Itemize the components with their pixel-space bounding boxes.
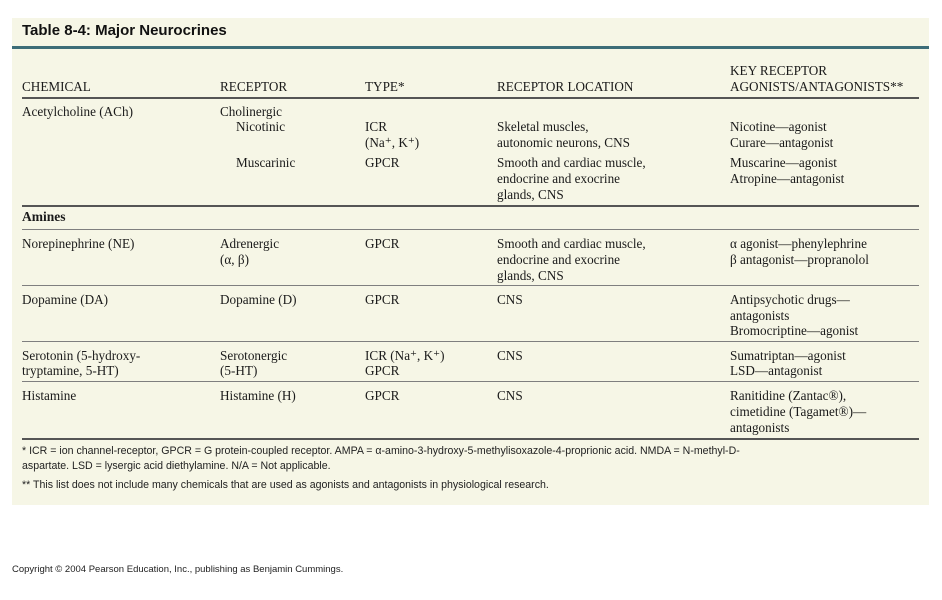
header-receptor: RECEPTOR (220, 79, 288, 94)
ne-agonist: α agonist—phenylephrine (730, 236, 867, 251)
da-agonist-line3: Bromocriptine—agonist (730, 323, 859, 338)
ne-receptor-line1: Adrenergic (220, 236, 280, 251)
row-rule (22, 285, 919, 286)
nicotinic-agonist: Nicotine—agonist (730, 119, 827, 134)
ne-location-line2: endocrine and exocrine (497, 252, 621, 267)
ht-antagonist: LSD—antagonist (730, 363, 823, 378)
ne-antagonist: β antagonist—propranolol (730, 252, 869, 267)
footnote-2: ** This list does not include many chemicals that are used as agonists and antagonists in physiological research. (22, 479, 549, 491)
ne-type: GPCR (365, 236, 400, 251)
ht-type-line1: ICR (Na⁺, K⁺) (365, 348, 445, 363)
muscarinic-receptor: Muscarinic (236, 155, 296, 170)
ht-chemical-line2: tryptamine, 5-HT) (22, 363, 119, 378)
nicotinic-antagonist: Curare—antagonist (730, 135, 834, 150)
header-location: RECEPTOR LOCATION (497, 79, 634, 94)
ht-chemical-line1: Serotonin (5-hydroxy- (22, 348, 141, 363)
ht-agonist: Sumatriptan—agonist (730, 348, 846, 363)
table-panel (12, 18, 929, 505)
row-rule (22, 381, 919, 382)
title-bar (12, 18, 929, 44)
da-agonist-line1: Antipsychotic drugs— (730, 292, 850, 307)
da-receptor: Dopamine (D) (220, 292, 297, 307)
nicotinic-type-line1: ICR (365, 119, 387, 134)
copyright-notice: Copyright © 2004 Pearson Education, Inc., publishing as Benjamin Cummings. (12, 564, 344, 575)
muscarinic-location-line3: glands, CNS (497, 187, 564, 202)
header-agonists-line1: KEY RECEPTOR (730, 63, 828, 78)
his-type: GPCR (365, 388, 400, 403)
row-rule (22, 205, 919, 207)
muscarinic-type: GPCR (365, 155, 400, 170)
header-chemical: CHEMICAL (22, 79, 91, 94)
ht-receptor-line1: Serotonergic (220, 348, 288, 363)
section-amines: Amines (22, 209, 66, 224)
nicotinic-location-line2: autonomic neurons, CNS (497, 135, 630, 150)
his-agonist-line3: antagonists (730, 420, 790, 435)
row-rule (22, 341, 919, 342)
ne-location-line3: glands, CNS (497, 268, 564, 283)
header-rule (22, 97, 919, 99)
da-location: CNS (497, 292, 523, 307)
header-type: TYPE* (365, 79, 405, 94)
his-agonist-line1: Ranitidine (Zantac®), (730, 388, 847, 403)
his-chemical: Histamine (22, 388, 77, 403)
his-agonist-line2: cimetidine (Tagamet®)— (730, 404, 867, 419)
row-rule (22, 229, 919, 230)
ach-chemical: Acetylcholine (ACh) (22, 104, 133, 119)
ht-location: CNS (497, 348, 523, 363)
muscarinic-location-line2: endocrine and exocrine (497, 171, 621, 186)
da-chemical: Dopamine (DA) (22, 292, 109, 307)
da-agonist-line2: antagonists (730, 308, 790, 323)
muscarinic-location-line1: Smooth and cardiac muscle, (497, 155, 646, 170)
ne-chemical: Norepinephrine (NE) (22, 236, 135, 251)
muscarinic-agonist: Muscarine—agonist (730, 155, 837, 170)
ne-receptor-line2: (α, β) (220, 252, 249, 267)
ach-receptor: Cholinergic (220, 104, 283, 119)
nicotinic-receptor: Nicotinic (236, 119, 286, 134)
his-receptor: Histamine (H) (220, 388, 296, 403)
footnote-1-line2: aspartate. LSD = lysergic acid diethylamine. N/A = Not applicable. (22, 460, 331, 472)
ht-receptor-line2: (5-HT) (220, 363, 258, 378)
nicotinic-location-line1: Skeletal muscles, (497, 119, 589, 134)
table-bottom-rule (22, 438, 919, 440)
his-location: CNS (497, 388, 523, 403)
ht-type-line2: GPCR (365, 363, 400, 378)
da-type: GPCR (365, 292, 400, 307)
title-rule (12, 46, 929, 49)
table-title: Table 8-4: Major Neurocrines (22, 22, 227, 39)
ne-location-line1: Smooth and cardiac muscle, (497, 236, 646, 251)
footnote-1-line1: * ICR = ion channel-receptor, GPCR = G protein-coupled receptor. AMPA = α-amino-3-hydroxy-5-methylisoxazole-4-proprionic acid. NMDA = N-methyl-D- (22, 445, 740, 457)
header-agonists-line2: AGONISTS/ANTAGONISTS** (730, 79, 904, 94)
muscarinic-antagonist: Atropine—antagonist (730, 171, 845, 186)
nicotinic-type-line2: (Na⁺, K⁺) (365, 135, 420, 150)
